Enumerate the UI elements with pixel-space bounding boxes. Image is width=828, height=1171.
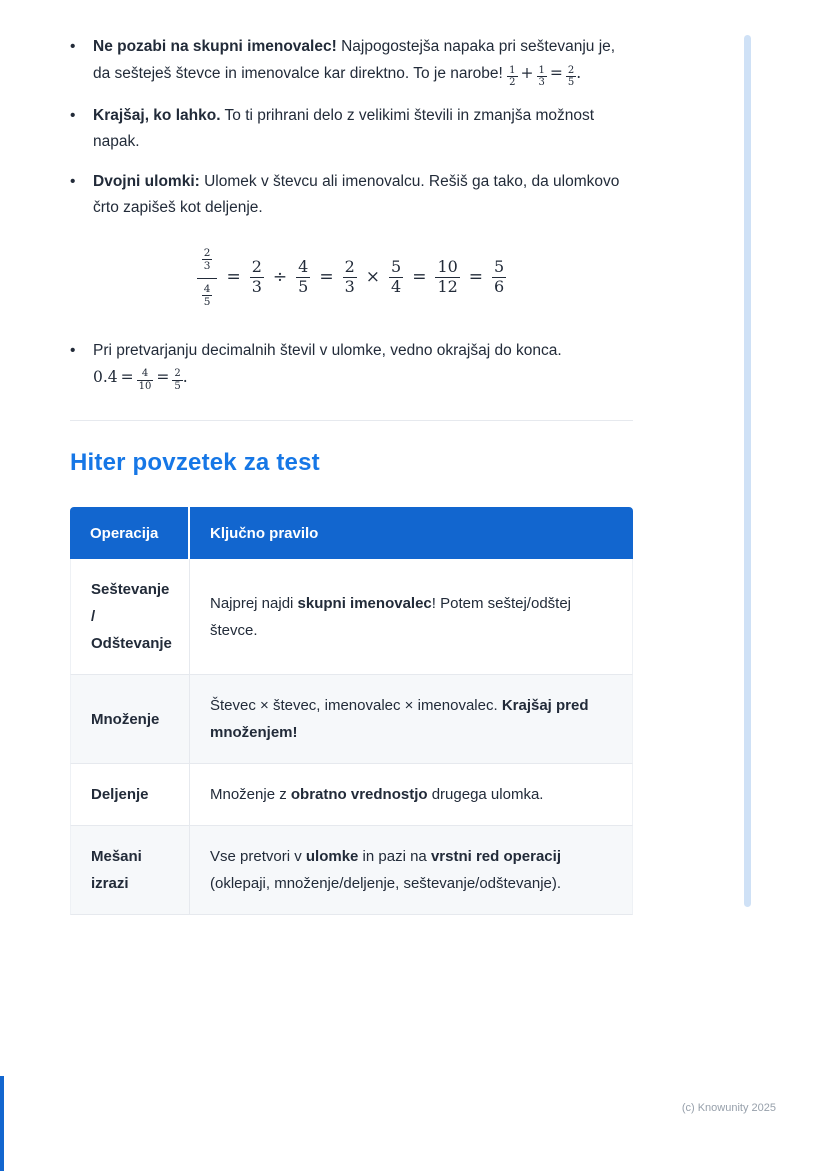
bullet-text: To ti prihrani delo z velikimi števili in zmanjša možnost napak. bbox=[93, 106, 595, 150]
bullet-icon: • bbox=[70, 172, 76, 190]
denominator: 5 bbox=[203, 295, 211, 308]
equals-operator: = bbox=[156, 367, 170, 386]
rule-bold: skupni imenovalec bbox=[297, 594, 432, 612]
list-item-decimal-conversion bbox=[70, 338, 633, 393]
denominator: 3 bbox=[344, 276, 355, 296]
numerator: 1 bbox=[509, 64, 516, 76]
row-label-line: / bbox=[91, 608, 96, 626]
numerator: 4 bbox=[137, 368, 154, 381]
display-math-double-fraction bbox=[70, 245, 633, 310]
denominator: 10 bbox=[138, 380, 152, 392]
row-label-line: Odštevanje bbox=[91, 635, 172, 653]
fraction bbox=[343, 258, 357, 296]
equals-operator: = bbox=[226, 267, 241, 288]
fraction bbox=[137, 368, 154, 392]
bullet-bold-lead: Krajšaj, ko lahko. bbox=[93, 106, 221, 124]
numerator: 2 bbox=[174, 368, 181, 380]
bullet-body bbox=[93, 34, 633, 89]
rule-text: ! Potem seštej/odštej števce. bbox=[210, 594, 571, 639]
compound-denominator bbox=[197, 279, 218, 310]
denominator: 4 bbox=[391, 276, 402, 296]
bullet-list bbox=[70, 34, 633, 221]
compound-numerator bbox=[197, 245, 218, 279]
bullet-bold-lead: Ne pozabi na skupni imenovalec! bbox=[93, 38, 337, 55]
equals-operator: = bbox=[412, 267, 427, 288]
fraction bbox=[202, 283, 213, 308]
fraction bbox=[296, 258, 310, 296]
bullet-bold-lead: Dvojni ulomki: bbox=[93, 172, 200, 190]
numerator: 10 bbox=[437, 257, 458, 277]
list-item-common-denominator bbox=[70, 34, 633, 89]
equals-operator: = bbox=[468, 267, 484, 288]
compound-fraction bbox=[197, 245, 218, 310]
divide-operator: ÷ bbox=[272, 267, 288, 288]
denominator: 3 bbox=[538, 77, 545, 88]
row-label-cell bbox=[70, 764, 190, 826]
table-row-mixed-expressions bbox=[70, 826, 633, 915]
horizontal-divider bbox=[70, 420, 633, 421]
fraction bbox=[172, 368, 182, 392]
rule-text: Množenje z bbox=[210, 786, 291, 804]
fraction bbox=[202, 247, 213, 272]
inline-math-decimal bbox=[93, 364, 633, 393]
row-label-line: Deljenje bbox=[91, 786, 149, 804]
denominator: 5 bbox=[567, 77, 575, 88]
bullet-list bbox=[70, 338, 633, 393]
rule-text: (oklepaji, množenje/deljenje, seštevanje/odštevanje). bbox=[210, 875, 562, 893]
bullet-icon: • bbox=[70, 106, 76, 124]
denominator: 3 bbox=[203, 259, 211, 272]
column-header-operation: Operacija bbox=[70, 507, 190, 559]
rule-bold: obratno vrednostjo bbox=[290, 786, 428, 804]
table-header-row bbox=[70, 507, 633, 559]
row-label-cell bbox=[70, 826, 190, 915]
row-rule-cell bbox=[190, 559, 633, 675]
table-row-multiplication bbox=[70, 675, 633, 764]
rule-text: in pazi na bbox=[358, 848, 431, 866]
times-operator: × bbox=[365, 267, 380, 288]
bullet-body bbox=[93, 103, 633, 155]
bullet-icon: • bbox=[70, 341, 76, 359]
page-edge-accent-bar bbox=[0, 1076, 4, 1171]
bullet-text: Ulomek v števcu ali imenovalcu. Rešiš ga tako, da ulomkovo črto zapišeš kot deljenje. bbox=[93, 172, 620, 216]
denominator: 5 bbox=[174, 380, 181, 392]
inline-math-fraction-sum bbox=[507, 64, 582, 88]
denominator: 2 bbox=[509, 77, 516, 88]
fraction bbox=[566, 65, 576, 89]
fraction bbox=[435, 258, 459, 296]
equals-operator: = bbox=[549, 64, 563, 82]
list-item-simplify bbox=[70, 103, 633, 155]
equals-operator: = bbox=[319, 267, 334, 288]
numerator: 2 bbox=[203, 246, 211, 259]
row-label-cell bbox=[70, 675, 190, 764]
list-item-double-fractions bbox=[70, 169, 633, 221]
numerator: 1 bbox=[538, 64, 545, 76]
row-rule-cell bbox=[190, 826, 633, 915]
scrollbar-thumb[interactable] bbox=[744, 35, 751, 907]
row-label-line: Seštevanje bbox=[91, 581, 170, 599]
bullet-body bbox=[93, 169, 633, 221]
bullet-text: Pri pretvarjanju decimalnih števil v ulomke, vedno okrajšaj do konca. bbox=[93, 341, 562, 359]
rule-text: Števec × števec, imenovalec × imenovalec. bbox=[210, 697, 502, 715]
row-rule-cell bbox=[190, 675, 633, 764]
summary-table bbox=[70, 507, 633, 915]
numerator: 5 bbox=[391, 257, 402, 277]
math-period: . bbox=[182, 367, 188, 386]
denominator: 3 bbox=[251, 276, 262, 296]
rule-text: drugega ulomka. bbox=[427, 786, 544, 804]
denominator: 5 bbox=[298, 276, 309, 296]
plus-operator: + bbox=[520, 64, 534, 82]
table-row-addition-subtraction bbox=[70, 559, 633, 675]
row-rule-cell bbox=[190, 764, 633, 826]
math-period: . bbox=[576, 64, 582, 82]
numerator: 4 bbox=[298, 257, 309, 277]
row-label-line: Množenje bbox=[91, 710, 160, 728]
table-row-division bbox=[70, 764, 633, 826]
bullet-body bbox=[93, 338, 633, 393]
fraction bbox=[492, 258, 506, 296]
fraction bbox=[507, 65, 517, 89]
row-label-cell bbox=[70, 559, 190, 675]
footer-copyright: (c) Knowunity 2025 bbox=[681, 1102, 776, 1114]
denominator: 12 bbox=[437, 276, 458, 296]
equals-operator: = bbox=[120, 367, 134, 386]
numerator: 5 bbox=[494, 257, 505, 277]
bullet-text: Najpogostejša napaka pri seštevanju je, da sešteješ števce in imenovalce kar direktno. To je narobe! bbox=[93, 38, 616, 82]
bullet-icon: • bbox=[70, 38, 76, 55]
numerator: 2 bbox=[344, 257, 355, 277]
rule-text: Najprej najdi bbox=[210, 594, 298, 612]
fraction bbox=[537, 65, 547, 89]
numerator: 4 bbox=[203, 282, 211, 295]
fraction bbox=[250, 258, 264, 296]
column-header-key-rule: Ključno pravilo bbox=[190, 507, 633, 559]
section-heading: Hiter povzetek za test bbox=[70, 449, 320, 477]
content-column bbox=[70, 34, 633, 915]
rule-text: Vse pretvori v bbox=[210, 848, 306, 866]
decimal-value: 0.4 bbox=[93, 367, 118, 386]
numerator: 2 bbox=[567, 64, 575, 76]
rule-bold: vrstni red operacij bbox=[430, 848, 561, 866]
rule-bold: Krajšaj pred množenjem! bbox=[210, 697, 589, 742]
numerator: 2 bbox=[251, 257, 262, 277]
rule-bold: ulomke bbox=[305, 848, 359, 866]
fraction bbox=[389, 258, 403, 296]
row-label-line: Mešani izrazi bbox=[91, 848, 142, 893]
denominator: 6 bbox=[494, 276, 505, 296]
